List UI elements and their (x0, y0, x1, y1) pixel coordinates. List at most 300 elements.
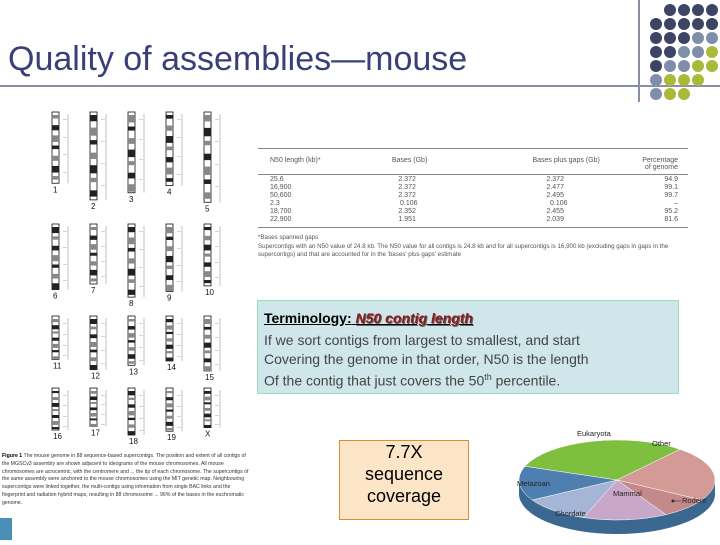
contig-tick-label: — (215, 243, 219, 249)
table-cell: 2.495 (546, 191, 564, 199)
contig-tick-label: — (215, 392, 219, 397)
chromosome-band (52, 265, 59, 268)
chromosome-band (204, 271, 211, 277)
chromosome-number: 8 (129, 299, 134, 309)
chromosome-band (204, 335, 211, 339)
chromosome-number: 2 (91, 201, 96, 211)
chromosome-ideogram (90, 112, 106, 211)
contig-tick-label: — (63, 423, 67, 429)
decorative-dot (692, 74, 704, 86)
chromosome-band (204, 414, 211, 418)
contig-tick-label: — (63, 116, 67, 121)
contig-tick-label: — (215, 347, 219, 353)
contig-tick-label: — (177, 342, 181, 348)
chromosome-band (128, 115, 135, 122)
contig-tick-label: — (63, 277, 67, 283)
chromosome-band (166, 338, 173, 341)
definition-line: If we sort contigs from largest to smallest, and start (264, 332, 580, 348)
contig-tick-label: — (139, 415, 143, 421)
chromosome-band (166, 227, 173, 233)
chromosome-band (204, 141, 211, 146)
chromosome-number: 14 (167, 362, 176, 372)
chromosome-band (52, 227, 59, 233)
decorative-dot (678, 74, 690, 86)
table-cell: 2.477 (546, 183, 564, 191)
contig-tick-label: — (63, 244, 67, 250)
table-row (258, 183, 688, 191)
chromosome-band (52, 344, 59, 348)
decorative-dot (706, 4, 718, 16)
pie-leader-dot (672, 500, 675, 503)
chromosome-ideogram (90, 224, 106, 295)
coverage-value: 7.7X (385, 442, 423, 462)
chromosome-band (204, 179, 211, 184)
contig-tick-label: — (215, 258, 219, 264)
chromosome-band (128, 161, 135, 165)
chromosome-band (52, 403, 59, 407)
terminology-definition (264, 331, 589, 390)
chromosome-band (90, 244, 97, 250)
contig-tick-label: — (139, 392, 143, 397)
chromosome-ideogram (52, 388, 68, 441)
chromosome-number: 15 (205, 373, 214, 383)
contig-tick-label: — (101, 346, 105, 352)
chromosome-band (204, 115, 211, 121)
chromosome-number: 1 (53, 185, 58, 195)
contig-tick-label: — (215, 421, 219, 427)
chromosome-number: 19 (167, 433, 176, 443)
contig-tick-label: — (63, 392, 67, 397)
contig-tick-label: — (101, 333, 105, 339)
chromosome-ideogram (166, 224, 182, 303)
contig-tick-label: — (139, 427, 143, 433)
chromosome-ideogram (90, 316, 106, 381)
figure-caption (2, 453, 250, 508)
chromosome-band (52, 166, 59, 173)
pie-label: Mammal (613, 489, 642, 498)
chromosome-band (166, 246, 173, 251)
contig-tick-label: — (101, 137, 105, 143)
chromosome-band (90, 418, 97, 420)
contig-tick-label: — (215, 161, 219, 167)
chromosome-outline (204, 388, 211, 428)
chromosome-band (204, 408, 211, 411)
chromosome-band (52, 283, 59, 289)
chromosome-band (204, 358, 211, 362)
chromosome-number: 9 (167, 293, 172, 303)
chromosome-band (166, 285, 173, 291)
decorative-dot (678, 18, 690, 30)
contig-tick-label: — (101, 228, 105, 233)
chromosome-ideogram (128, 112, 144, 204)
chromosome-band (128, 237, 135, 244)
chromosome-ideogram (128, 316, 144, 376)
decorative-dot (664, 88, 676, 100)
chromosome-band (90, 278, 97, 281)
contig-tick-label: — (101, 116, 105, 121)
contig-tick-label: — (215, 274, 219, 280)
chromosome-band (52, 391, 59, 393)
decorative-dot (650, 88, 662, 100)
decorative-dot (678, 46, 690, 58)
contig-tick-label: — (63, 228, 67, 233)
contig-tick-label: — (101, 411, 105, 417)
chromosome-number: 5 (205, 204, 210, 214)
chromosome-band (52, 125, 59, 130)
chromosome-band (128, 184, 135, 191)
chromosome-band (166, 351, 173, 353)
table-cell: 99.7 (664, 191, 678, 199)
decorative-dot (664, 74, 676, 86)
contig-tick-label: — (63, 330, 67, 336)
chromosome-band (204, 425, 211, 428)
chromosome-band (90, 350, 97, 353)
table-cell: 2.372 (398, 183, 416, 191)
decorative-dot (692, 18, 704, 30)
chromosome-band (204, 154, 211, 160)
decorative-dot (706, 32, 718, 44)
contig-tick-label: — (177, 244, 181, 250)
chromosome-band (166, 325, 173, 329)
chromosome-band (90, 261, 97, 265)
definition-line (264, 368, 589, 390)
chromosome-ideogram (204, 112, 220, 213)
chromosome-number: 10 (205, 287, 214, 297)
contig-tick-label: — (101, 401, 105, 407)
chromosome-band (90, 402, 97, 404)
chromosome-band (204, 245, 211, 251)
chromosome-band (166, 403, 173, 407)
contig-tick-label: — (215, 116, 219, 121)
chromosome-band (128, 290, 135, 295)
chromosome-band (90, 190, 97, 196)
coverage-text: coverage (366, 486, 442, 506)
chromosome-band (90, 153, 97, 159)
chromosome-band (90, 334, 97, 338)
contig-tick-label: — (139, 176, 143, 182)
slide-title: Quality of assemblies—mouse (8, 40, 468, 78)
chromosome-number: 18 (129, 436, 138, 446)
table-cell: 2.3 (270, 199, 280, 207)
table-cell: 25.6 (270, 175, 284, 183)
contig-tick-label: — (177, 424, 181, 430)
table-cell: 0.106 (550, 199, 568, 207)
contig-tick-label: — (139, 344, 143, 350)
chromosome-number: 17 (91, 428, 100, 438)
chromosome-band (90, 140, 97, 144)
table-footer-rule (258, 227, 688, 228)
decorative-dot (664, 18, 676, 30)
decorative-dot (692, 4, 704, 16)
contig-tick-label: — (63, 169, 67, 175)
chromosome-band (166, 157, 173, 162)
contig-tick-label: — (63, 133, 67, 139)
chromosome-band (90, 178, 97, 182)
chromosome-band (204, 254, 211, 257)
contig-tick-label: — (177, 116, 181, 121)
chromosome-band (204, 192, 211, 198)
terminology-box (257, 300, 679, 394)
chromosome-band (52, 135, 59, 142)
chromosome-band (90, 319, 97, 324)
chromosome-band (204, 397, 211, 401)
contig-tick-label: — (215, 333, 219, 339)
chromosome-band (52, 236, 59, 239)
contig-tick-label: — (177, 353, 181, 359)
chromosome-band (128, 418, 135, 420)
chromosome-band (204, 343, 211, 348)
table-row (258, 175, 688, 183)
chromosome-band (204, 391, 211, 394)
chromosome-band (166, 178, 173, 182)
table-cell: 95.2 (664, 207, 678, 215)
contig-tick-label: — (139, 356, 143, 362)
chromosome-band (52, 397, 59, 400)
chromosome-number: 7 (91, 286, 96, 295)
chromosome-band (52, 427, 59, 429)
chromosome-band (128, 150, 135, 157)
contig-tick-label: — (139, 136, 143, 142)
chromosome-band (128, 340, 135, 342)
chromosome-number: 13 (129, 367, 138, 377)
contig-tick-label: — (215, 411, 219, 417)
chromosome-band (166, 115, 173, 119)
table-cell: 22,900 (270, 215, 292, 223)
chromosome-band (166, 358, 173, 361)
chromosome-number: 4 (167, 187, 172, 197)
table-cell: 1.951 (398, 215, 416, 223)
chromosome-ideogram (166, 112, 182, 197)
chromosome-band (128, 173, 135, 179)
chromosome-ideogram (90, 388, 106, 437)
table-row (258, 207, 688, 215)
chromosome-band (128, 347, 135, 351)
terminology-heading (264, 310, 473, 326)
contig-tick-label: — (139, 320, 143, 325)
contig-tick-label: — (177, 152, 181, 158)
chromosome-band (90, 424, 97, 427)
chromosome-ideogram (166, 316, 182, 372)
table-row (258, 199, 688, 207)
chromosome-band (166, 147, 173, 151)
chromosome-band (128, 326, 135, 330)
chromosome-band (166, 397, 173, 400)
contig-tick-label: — (139, 246, 143, 252)
chromosome-band (128, 411, 135, 415)
contig-tick-label: — (139, 228, 143, 233)
chromosome-band (166, 416, 173, 419)
chromosome-band (204, 236, 211, 240)
decorative-dot (706, 46, 718, 58)
table-cell: 81.6 (664, 215, 678, 223)
chromosome-band (166, 345, 173, 349)
chromosome-band (90, 236, 97, 240)
chromosome-band (166, 266, 173, 269)
chromosome-band (204, 402, 211, 404)
chromosome-band (90, 413, 97, 417)
definition-line-text: percentile. (491, 372, 561, 389)
decorative-dot (650, 18, 662, 30)
chromosome-band (128, 431, 135, 435)
table-cell: 94.9 (664, 175, 678, 183)
chromosome-ideogram (166, 388, 182, 442)
chromosome-band (166, 391, 173, 393)
chromosome-band (128, 361, 135, 363)
contig-tick-label: — (139, 156, 143, 162)
chromosome-band (52, 325, 59, 329)
slide-corner-accent (0, 518, 12, 540)
decorative-dot (664, 32, 676, 44)
contig-tick-label: — (101, 420, 105, 426)
chromosome-band (128, 248, 135, 252)
chromosome-band (128, 269, 135, 276)
contig-tick-label: — (63, 341, 67, 347)
chromosome-number: 3 (129, 194, 134, 204)
contig-tick-label: — (177, 278, 181, 284)
chromosome-band (52, 338, 59, 341)
chromosome-band (90, 227, 97, 230)
contig-tick-label: — (177, 402, 181, 408)
contig-tick-label: — (63, 320, 67, 325)
chromosome-band (90, 342, 97, 347)
contig-tick-label: — (215, 228, 219, 233)
table-cell: 0.106 (400, 199, 418, 207)
chromosome-band (52, 319, 59, 322)
contig-tick-label: — (101, 258, 105, 263)
pie-label: Chordate (555, 509, 586, 518)
chromosome-band (166, 410, 173, 412)
chromosome-band (90, 365, 97, 370)
contig-tick-label: — (101, 320, 105, 325)
chromosome-band (128, 354, 135, 359)
contig-tick-label: — (215, 183, 219, 189)
contig-tick-label: — (63, 151, 67, 157)
contig-tick-label: — (101, 392, 105, 397)
decorative-dot (650, 46, 662, 58)
chromosome-band (204, 262, 211, 266)
chromosome-band (128, 279, 135, 283)
table-cell: 18,700 (270, 207, 292, 215)
contig-tick-label: — (63, 413, 67, 418)
contig-tick-label: — (139, 403, 143, 409)
definition-line: Covering the genome in that order, N50 is the length (264, 350, 589, 367)
caption-lead: Figure 1 (2, 453, 23, 459)
contig-tick-label: — (139, 264, 143, 270)
chromosome-number: 16 (53, 432, 62, 441)
chromosome-band (90, 115, 97, 121)
chromosome-ideogram (52, 316, 68, 371)
chromosome-band (128, 319, 135, 321)
contig-tick-label: — (101, 360, 105, 366)
title-horizontal-rule (0, 85, 720, 87)
chromosome-band (204, 319, 211, 324)
table-header-cell: Bases plus gaps (Gb) (532, 157, 600, 164)
chromosome-band (204, 167, 211, 175)
chromosome-number: 12 (91, 371, 100, 381)
chromosome-ideogram (204, 388, 220, 439)
chromosome-band (52, 356, 59, 359)
chromosome-ideogram (204, 224, 220, 297)
pie-label: Other (652, 439, 671, 448)
chromosome-band (166, 126, 173, 131)
table-row (258, 215, 688, 223)
decorative-dot (664, 60, 676, 72)
chromosome-band (52, 421, 59, 425)
table-cell: 16,900 (270, 183, 292, 191)
chromosome-band (128, 333, 135, 338)
pie-label: Metazoan (517, 479, 550, 488)
pie-label: Rodent (682, 496, 707, 505)
chromosome-band (166, 275, 173, 280)
chromosome-band (166, 319, 173, 322)
chromosome-band (52, 246, 59, 251)
table-header-cell: N50 length (kb)* (270, 157, 321, 164)
contig-tick-label: — (177, 134, 181, 140)
chromosome-band (128, 404, 135, 407)
table-footnote-line: Supercontigs with an N50 value of 24.8 kb. The N50 value for all contigs is 24.8 kb and for all supercontigs is 16,900 kb (excluding gaps in gaps in the supercontigs) and that are accounted for in the 'bases' plus gaps' estimate (258, 242, 669, 258)
decorative-dot (692, 32, 704, 44)
chromosome-band (52, 331, 59, 333)
decorative-dot (664, 4, 676, 16)
table-header-row (258, 148, 688, 175)
chromosome-band (52, 176, 59, 180)
table-cell: 2.372 (546, 175, 564, 183)
contig-tick-label: — (215, 401, 219, 407)
contig-tick-label: — (177, 261, 181, 267)
chromosome-ideogram (128, 388, 144, 446)
decorative-dot (678, 88, 690, 100)
chromosome-number: X (205, 429, 211, 439)
table-cell: 2.039 (546, 215, 564, 223)
chromosome-ideogram (128, 224, 144, 308)
chromosome-band (90, 396, 97, 400)
chromosome-band (52, 415, 59, 418)
chromosome-band (166, 428, 173, 430)
decorative-dot (650, 32, 662, 44)
chromosome-band (52, 350, 59, 352)
definition-line-text: Of the contig that just covers the 50 (264, 372, 485, 389)
table-footnote (258, 234, 688, 260)
table-cell: 2.455 (546, 207, 564, 215)
chromosome-number: 11 (53, 361, 62, 371)
chromosome-band (52, 409, 59, 411)
chromosome-band (52, 274, 59, 279)
table-row (258, 191, 688, 199)
contig-tick-label: — (177, 413, 181, 419)
chromosome-band (52, 146, 59, 150)
chromosome-band (90, 407, 97, 410)
contig-tick-label: — (215, 138, 219, 144)
chromosome-ideogram (52, 224, 68, 301)
table-cell: 2.372 (398, 175, 416, 183)
decorative-dot (678, 32, 690, 44)
table-footnote-line: *Bases spanned gaps (258, 234, 319, 241)
chromosome-band (90, 357, 97, 361)
caption-text: The mouse genome in 88 sequence-based supercontigs. The position and extent of all contigs of the MGSCv3 assembly are shown adjacent to ideograms of the mouse chromosomes. All mouse chromosomes are acrocentric, with the centromere and ... the tip of each chromosome. The supercontigs of the same assembly were anchored to the mouse chromosomes using the MIT genetic map. Neighbouring supercontigs were linked together, the multi-contigs using information from single BAC links and the fingerprint and radiation hybrid maps, resulting in 88 chromosome ... 96% of the bases in the euchromatic genome. (2, 453, 249, 506)
title-vertical-rule (638, 0, 640, 102)
contig-tick-label: — (215, 361, 219, 367)
terminology-term: N50 contig length (355, 310, 473, 326)
decorative-dot (706, 60, 718, 72)
table-cell: 2.352 (398, 207, 416, 215)
chromosome-band (52, 156, 59, 161)
chromosome-band (166, 237, 173, 240)
chromosome-band (204, 419, 211, 421)
contig-tick-label: — (139, 116, 143, 121)
decorative-dot (706, 18, 718, 30)
contig-tick-label: — (101, 273, 105, 278)
chromosome-band (128, 398, 135, 400)
